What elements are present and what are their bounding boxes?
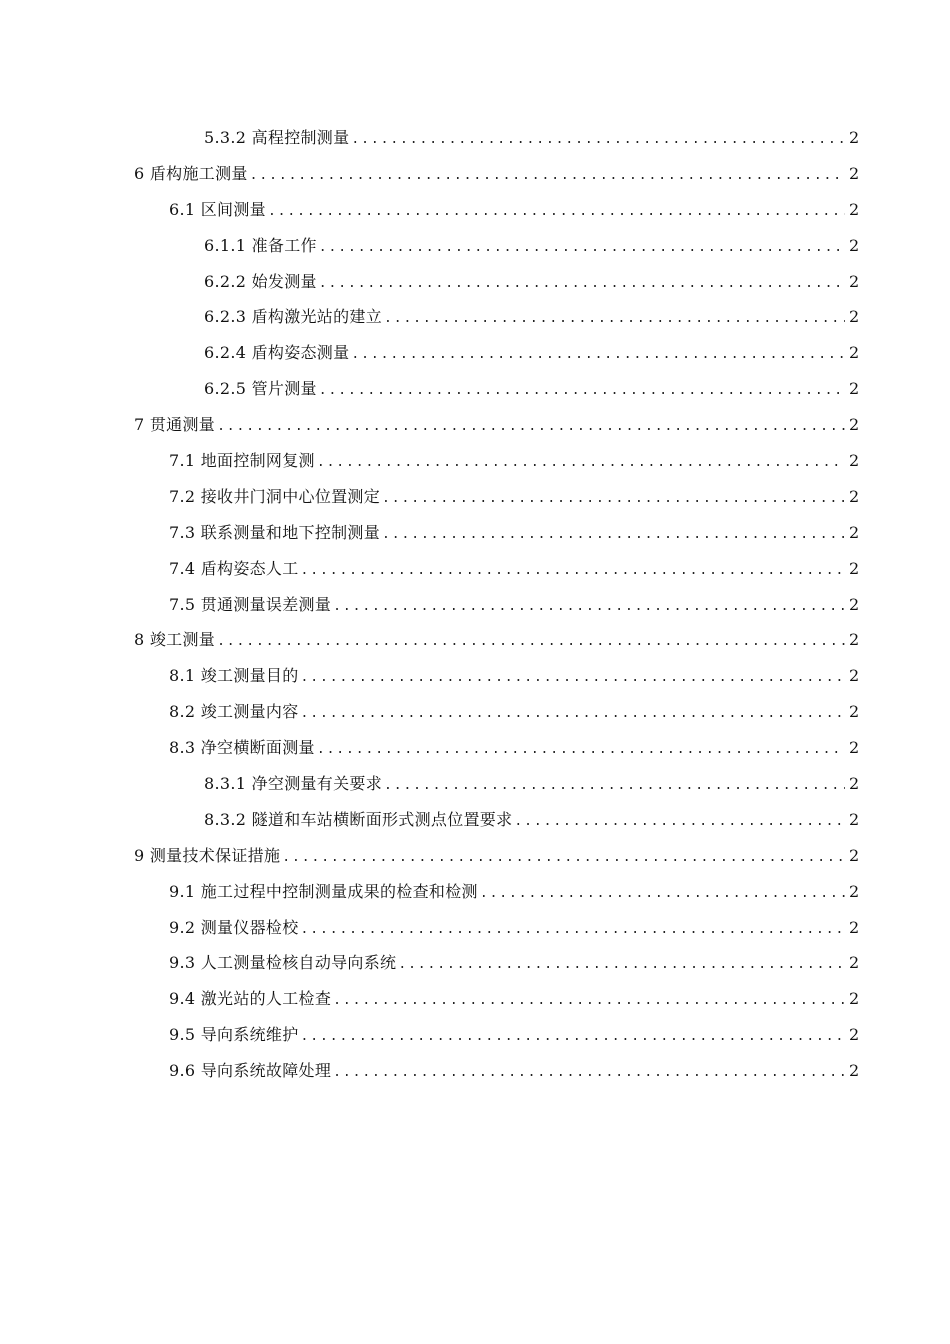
toc-page-number: 2 [849,881,860,901]
toc-entry[interactable] [0,658,950,694]
toc-dot-leader [333,991,845,1011]
toc-dot-leader [317,453,845,473]
toc-dot-leader [384,309,845,329]
toc-entry[interactable] [0,407,950,443]
toc-page-number: 2 [849,702,860,722]
toc-entry-title: 6 盾构施工测量 [134,163,248,183]
toc-page-number: 2 [849,558,860,578]
toc-entry-title: 8.3.1 净空测量有关要求 [204,773,382,793]
toc-page-number: 2 [849,415,860,435]
toc-entry[interactable] [0,802,950,838]
toc-entry-title: 6.1.1 准备工作 [204,235,317,255]
toc-entry[interactable] [0,264,950,300]
toc-dot-leader [301,704,845,724]
toc-entry-title: 7 贯通测量 [134,415,216,435]
toc-entry[interactable] [0,192,950,228]
toc-entry-title: 9.4 激光站的人工检查 [169,989,332,1009]
table-of-contents [0,120,950,1089]
toc-page-number: 2 [849,199,860,219]
toc-dot-leader [282,848,845,868]
toc-dot-leader [319,238,845,258]
toc-entry[interactable] [0,1053,950,1089]
toc-entry[interactable] [0,622,950,658]
toc-dot-leader [333,597,845,617]
toc-entry[interactable] [0,299,950,335]
toc-page-number: 2 [849,773,860,793]
toc-page-number: 2 [849,127,860,147]
toc-page-number: 2 [849,1061,860,1081]
toc-entry[interactable] [0,838,950,874]
toc-entry-title: 8.2 竣工测量内容 [169,702,299,722]
toc-entry[interactable] [0,551,950,587]
toc-entry-title: 9.1 施工过程中控制测量成果的检查和检测 [169,881,478,901]
toc-entry[interactable] [0,1017,950,1053]
toc-page-number: 2 [849,630,860,650]
toc-page-number: 2 [849,522,860,542]
toc-page-number: 2 [849,809,860,829]
toc-dot-leader [351,345,845,365]
toc-entry-title: 9.3 人工测量检核自动导向系统 [169,953,397,973]
toc-entry[interactable] [0,515,950,551]
toc-entry-title: 9 测量技术保证措施 [134,845,281,865]
toc-entry[interactable] [0,156,950,192]
toc-dot-leader [514,812,845,832]
toc-page-number: 2 [849,486,860,506]
toc-entry-title: 6.1 区间测量 [169,199,266,219]
toc-entry-title: 6.2.2 始发测量 [204,271,317,291]
toc-dot-leader [384,776,845,796]
toc-entry[interactable] [0,730,950,766]
toc-dot-leader [250,166,845,186]
toc-dot-leader [333,1063,845,1083]
toc-dot-leader [301,920,845,940]
toc-page-number: 2 [849,594,860,614]
toc-entry-title: 8.1 竣工测量目的 [169,666,299,686]
toc-entry-title: 9.2 测量仪器检校 [169,917,299,937]
toc-dot-leader [301,668,845,688]
toc-entry-title: 7.4 盾构姿态人工 [169,558,299,578]
toc-entry[interactable] [0,945,950,981]
toc-entry[interactable] [0,228,950,264]
toc-entry[interactable] [0,874,950,910]
toc-page-number: 2 [849,307,860,327]
toc-page-number: 2 [849,1025,860,1045]
toc-page-number: 2 [849,738,860,758]
toc-entry[interactable] [0,910,950,946]
toc-dot-leader [268,202,845,222]
toc-page-number: 2 [849,343,860,363]
toc-dot-leader [480,884,845,904]
toc-entry-title: 7.2 接收井门洞中心位置测定 [169,486,381,506]
toc-dot-leader [382,489,845,509]
toc-entry[interactable] [0,587,950,623]
toc-page-number: 2 [849,989,860,1009]
toc-entry-title: 7.1 地面控制网复测 [169,450,315,470]
toc-page-number: 2 [849,235,860,255]
toc-entry-title: 7.3 联系测量和地下控制测量 [169,522,381,542]
toc-entry-title: 5.3.2 高程控制测量 [204,127,350,147]
toc-entry[interactable] [0,120,950,156]
toc-entry-title: 6.2.4 盾构姿态测量 [204,343,350,363]
toc-entry-title: 8 竣工测量 [134,630,216,650]
toc-dot-leader [301,1027,845,1047]
toc-entry[interactable] [0,371,950,407]
toc-entry[interactable] [0,694,950,730]
toc-entry-title: 8.3.2 隧道和车站横断面形式测点位置要求 [204,809,513,829]
toc-page-number: 2 [849,271,860,291]
toc-entry[interactable] [0,443,950,479]
toc-dot-leader [319,274,845,294]
toc-dot-leader [319,381,845,401]
toc-entry[interactable] [0,335,950,371]
toc-page-number: 2 [849,917,860,937]
toc-entry[interactable] [0,766,950,802]
toc-page-number: 2 [849,163,860,183]
toc-dot-leader [317,740,845,760]
toc-entry-title: 6.2.5 管片测量 [204,379,317,399]
toc-entry[interactable] [0,981,950,1017]
toc-entry-title: 8.3 净空横断面测量 [169,738,315,758]
toc-dot-leader [398,955,845,975]
toc-entry-title: 6.2.3 盾构激光站的建立 [204,307,382,327]
toc-entry-title: 9.5 导向系统维护 [169,1025,299,1045]
toc-page-number: 2 [849,379,860,399]
toc-dot-leader [301,561,845,581]
toc-page-number: 2 [849,666,860,686]
toc-page-number: 2 [849,450,860,470]
toc-dot-leader [217,632,845,652]
toc-entry-title: 9.6 导向系统故障处理 [169,1061,332,1081]
toc-page-number: 2 [849,953,860,973]
toc-dot-leader [351,130,845,150]
toc-page-number: 2 [849,845,860,865]
toc-entry[interactable] [0,479,950,515]
toc-dot-leader [382,525,845,545]
toc-dot-leader [217,417,845,437]
toc-entry-title: 7.5 贯通测量误差测量 [169,594,332,614]
